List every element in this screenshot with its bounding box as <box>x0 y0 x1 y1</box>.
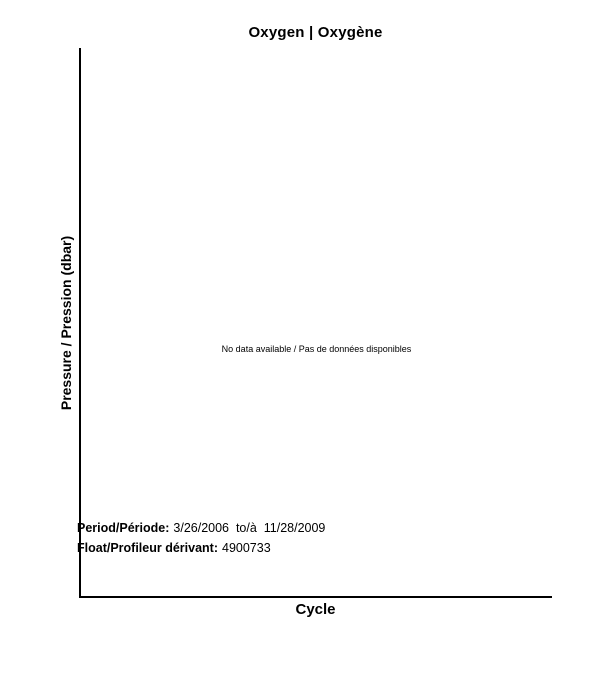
plot-annotations <box>77 518 325 558</box>
plot-area <box>79 48 552 598</box>
period-label: Period/Période: <box>77 521 170 535</box>
chart-title: Oxygen | Oxygène <box>248 24 383 41</box>
no-data-message: No data available / Pas de données disponibles <box>221 344 412 354</box>
float-line <box>77 538 325 558</box>
float-value: 4900733 <box>222 541 271 555</box>
y-axis-label: Pressure / Pression (dbar) <box>58 235 74 411</box>
period-line <box>77 518 325 538</box>
x-axis-label: Cycle <box>295 601 336 618</box>
float-label: Float/Profileur dérivant: <box>77 541 218 555</box>
period-value: 3/26/2006 to/à 11/28/2009 <box>173 521 326 535</box>
